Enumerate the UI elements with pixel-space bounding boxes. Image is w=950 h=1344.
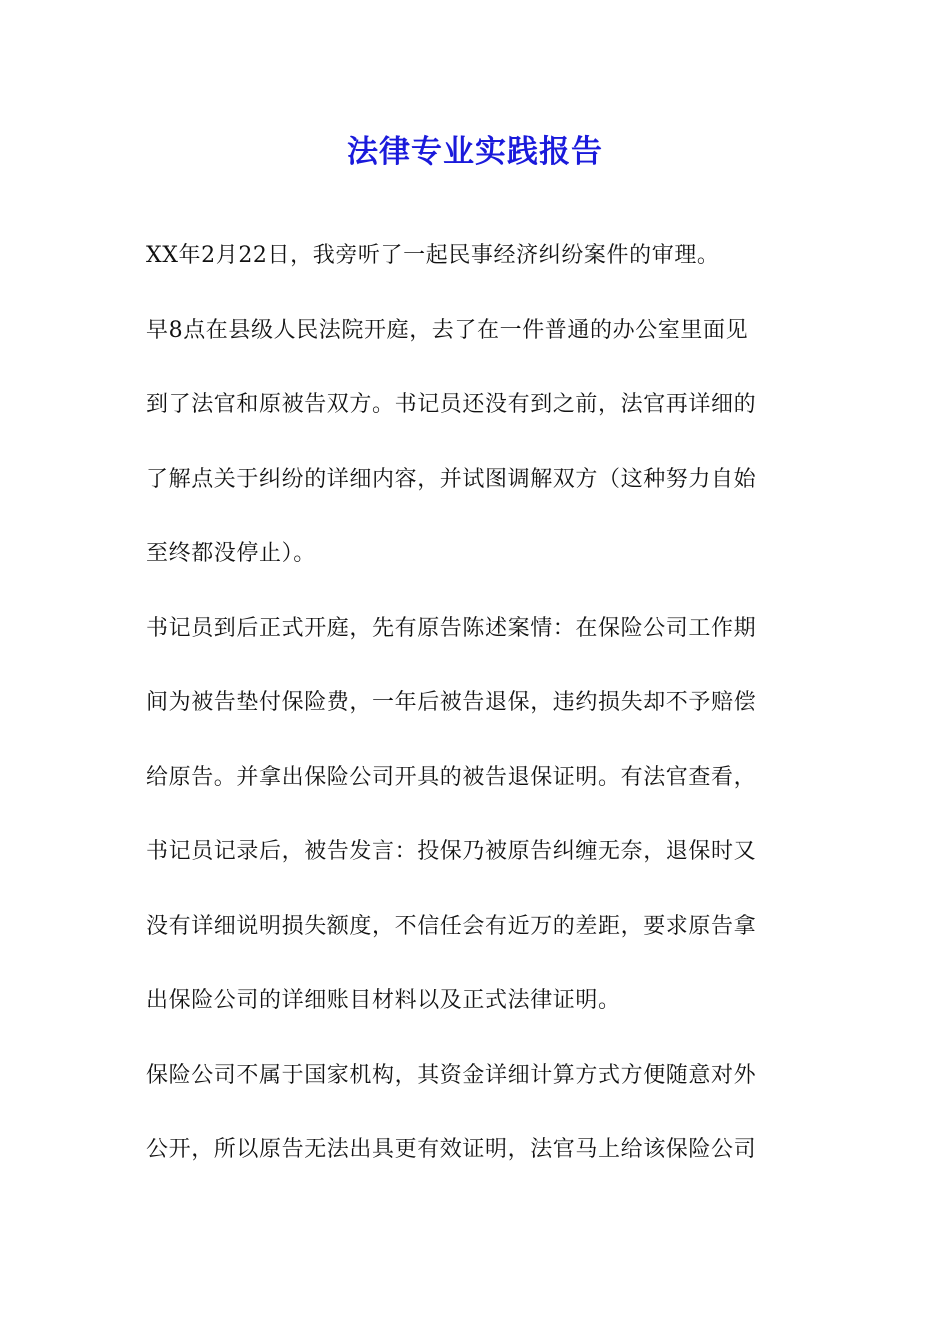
text-line: 保险公司不属于国家机构，其资金详细计算方式方便随意对外 — [146, 1062, 757, 1088]
text-line: 早8点在县级人民法院开庭，去了在一件普通的办公室里面见 — [146, 317, 749, 343]
document-body — [146, 238, 808, 1207]
text-line: 给原告。并拿出保险公司开具的被告退保证明。有法官查看， — [146, 764, 757, 790]
text-line: 书记员到后正式开庭，先有原告陈述案情：在保险公司工作期 — [146, 615, 757, 641]
text-line: 出保险公司的详细账目材料以及正式法律证明。 — [146, 988, 621, 1013]
text-line: 到了法官和原被告双方。书记员还没有到之前，法官再详细的 — [146, 392, 757, 417]
text-line: 至终都没停止）。 — [146, 541, 316, 566]
text-line: 了解点关于纠纷的详细内容，并试图调解双方（这种努力自始 — [146, 466, 757, 492]
text-line: 书记员记录后，被告发言：投保乃被原告纠缠无奈，退保时又 — [146, 839, 757, 864]
text-line: 没有详细说明损失额度，不信任会有近万的差距，要求原告拿 — [146, 913, 757, 939]
text-line: 间为被告垫付保险费，一年后被告退保，违约损失却不予赔偿 — [146, 690, 757, 715]
text-line: XX年2月22日，我旁听了一起民事经济纠纷案件的审理。 — [146, 243, 720, 268]
document-title: 法律专业实践报告 — [347, 134, 603, 170]
text-line: 公开，所以原告无法出具更有效证明，法官马上给该保险公司 — [146, 1137, 757, 1162]
